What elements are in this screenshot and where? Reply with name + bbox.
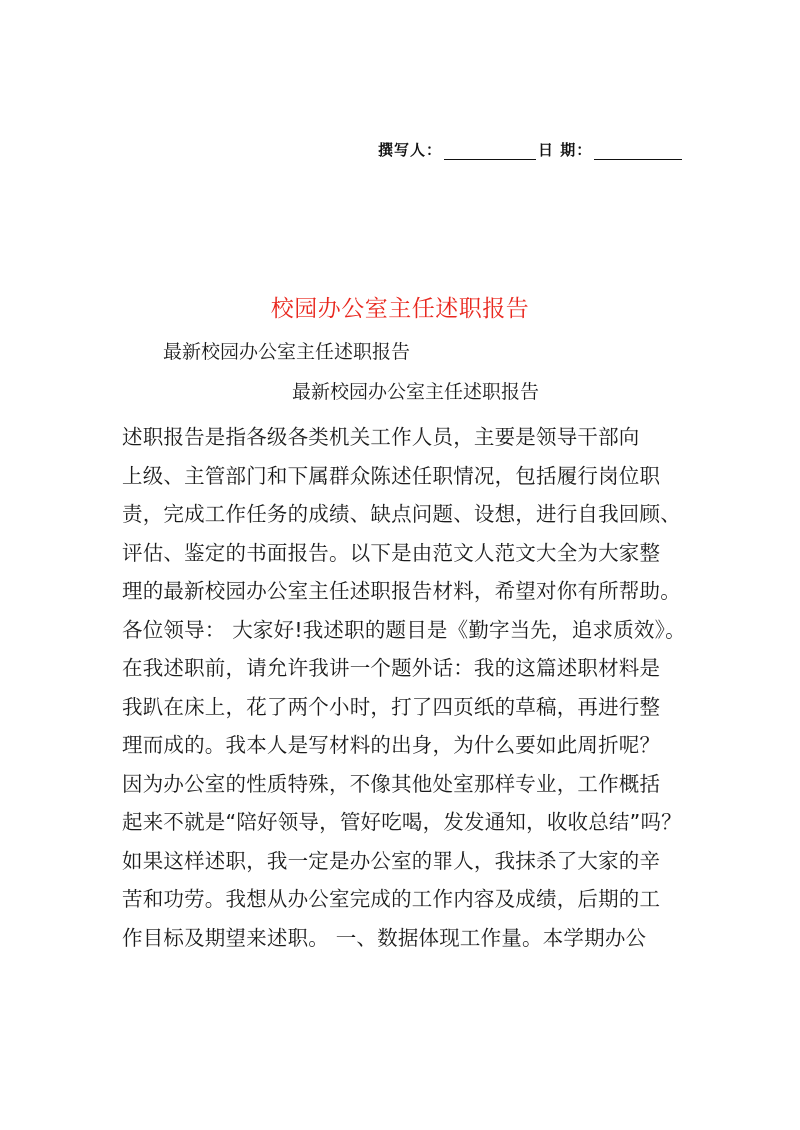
- author-label: 撰写人：: [378, 141, 443, 159]
- body-line: 如果这样述职，我一定是办公室的罪人，我抹杀了大家的辛: [122, 848, 661, 873]
- body-line: 起来不就是“陪好领导，管好吃喝，发发通知，收收总结”吗？: [122, 810, 682, 834]
- body-line: 作目标及期望来述职。 一、数据体现工作量。本学期办公: [122, 925, 647, 950]
- body-line: 在我述职前，请允许我讲一个题外话：我的这篇述职材料是: [122, 656, 661, 680]
- author-date-header: [378, 139, 682, 160]
- document-body: [122, 418, 692, 957]
- body-line: 评估、鉴定的书面报告。以下是由范文人范文大全为大家整: [122, 540, 661, 565]
- date-label: 日 期：: [538, 141, 593, 159]
- document-subtitle-secondary: 最新校园办公室主任述职报告: [292, 381, 540, 403]
- document-subtitle-primary: 最新校园办公室主任述职报告: [163, 341, 411, 363]
- body-line: 责，完成工作任务的成绩、缺点问题、设想，进行自我回顾、: [122, 502, 681, 526]
- body-line: 各位领导： 大家好!我述职的题目是《勤字当先，追求质效》。: [122, 617, 686, 642]
- body-line: 苦和功劳。我想从办公室完成的工作内容及成绩，后期的工: [122, 887, 661, 911]
- body-line: 上级、主管部门和下属群众陈述任职情况，包括履行岗位职: [122, 463, 661, 488]
- date-blank-line: [594, 145, 682, 160]
- document-title: 校园办公室主任述职报告: [270, 296, 530, 322]
- body-line: 述职报告是指各级各类机关工作人员，主要是领导干部向: [122, 425, 640, 449]
- body-line: 理的最新校园办公室主任述职报告材料，希望对你有所帮助。: [122, 579, 681, 603]
- body-line: 我趴在床上，花了两个小时，打了四页纸的草稿，再进行整: [122, 694, 661, 719]
- author-blank-line: [444, 145, 536, 160]
- body-line: 理而成的。我本人是写材料的出身，为什么要如此周折呢？: [122, 733, 661, 757]
- body-line: 因为办公室的性质特殊，不像其他处室那样专业，工作概括: [122, 771, 661, 796]
